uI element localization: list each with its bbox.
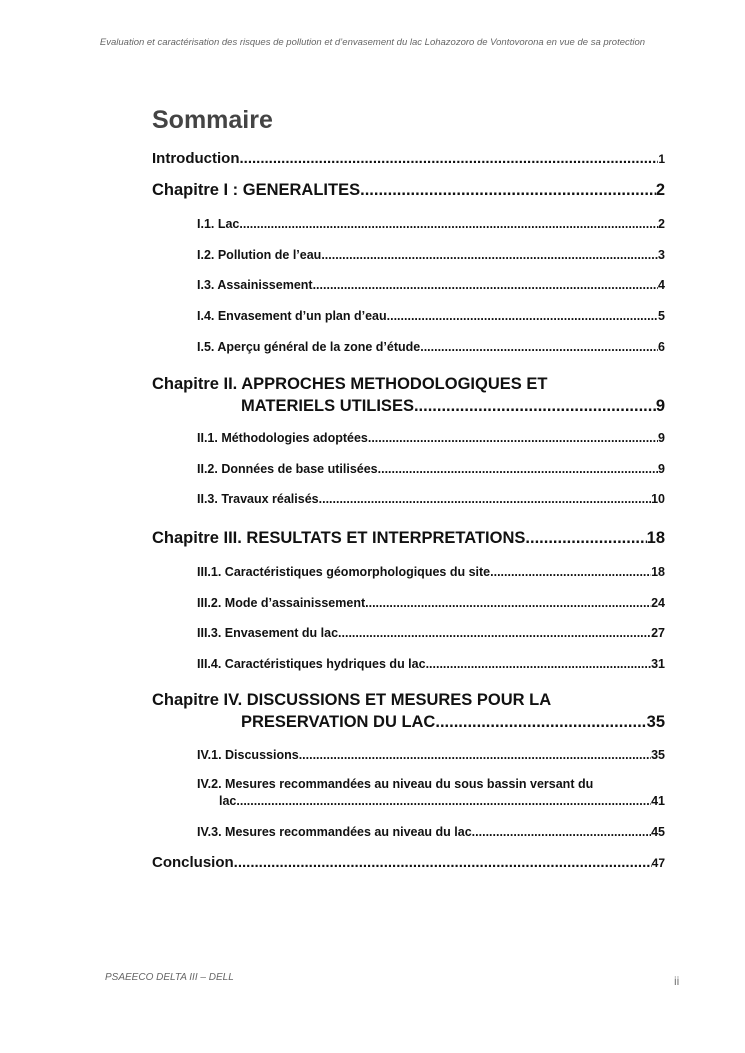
- toc-entry-section[interactable]: I.5. Aperçu général de la zone d’étude ..... 6: [197, 340, 665, 354]
- toc-entry-section[interactable]: III.2. Mode d’assainissement ..... 24: [197, 596, 665, 610]
- page-number: ii: [674, 974, 680, 988]
- toc-entry-chapter-2[interactable]: Chapitre II. APPROCHES METHODOLOGIQUES ET MATERIELS UTILISES ..... 9: [152, 397, 665, 416]
- toc-entry-section[interactable]: IV.2. Mesures recommandées au niveau du sous bassin versant du lac ..... 41: [197, 794, 665, 808]
- toc-entry-section[interactable]: III.3. Envasement du lac ..... 27: [197, 626, 665, 640]
- toc-entry-section[interactable]: I.1. Lac ..... 2: [197, 217, 665, 231]
- toc-entry-section[interactable]: III.1. Caractéristiques géomorphologiques du site ..... 18: [197, 565, 665, 579]
- footer-text: PSAEECO DELTA III – DELL: [105, 972, 234, 983]
- running-header: Evaluation et caractérisation des risques de pollution et d’envasement du lac Lohazozoro de Vontovorona en vue de sa protection: [99, 37, 646, 48]
- toc-entry-section[interactable]: III.4. Caractéristiques hydriques du lac ..... 31: [197, 657, 665, 671]
- toc-entry-chapter-1[interactable]: Chapitre I : GENERALITES ..... 2: [152, 181, 665, 200]
- toc-entry-section[interactable]: II.3. Travaux réalisés ..... 10: [197, 492, 665, 506]
- toc-entry-section[interactable]: IV.1. Discussions ..... 35: [197, 748, 665, 762]
- toc-entry-introduction[interactable]: Introduction ..... 1: [152, 150, 665, 167]
- page-title: Sommaire: [152, 106, 273, 134]
- toc-entry-section[interactable]: I.2. Pollution de l’eau ..... 3: [197, 248, 665, 262]
- toc-entry-section[interactable]: IV.3. Mesures recommandées au niveau du lac ..... 45: [197, 825, 665, 839]
- toc-entry-chapter-3[interactable]: Chapitre III. RESULTATS ET INTERPRETATIONS ..... 18: [152, 529, 665, 548]
- toc-entry-section[interactable]: I.4. Envasement d’un plan d’eau ..... 5: [197, 309, 665, 323]
- toc-entry-chapter-4[interactable]: Chapitre IV. DISCUSSIONS ET MESURES POUR LA PRESERVATION DU LAC ..... 35: [152, 713, 665, 732]
- toc-entry-section[interactable]: II.1. Méthodologies adoptées ..... 9: [197, 431, 665, 445]
- toc-entry-section[interactable]: II.2. Données de base utilisées ..... 9: [197, 462, 665, 476]
- toc-entry-conclusion[interactable]: Conclusion ..... 47: [152, 854, 665, 871]
- toc-entry-section[interactable]: I.3. Assainissement ..... 4: [197, 278, 665, 292]
